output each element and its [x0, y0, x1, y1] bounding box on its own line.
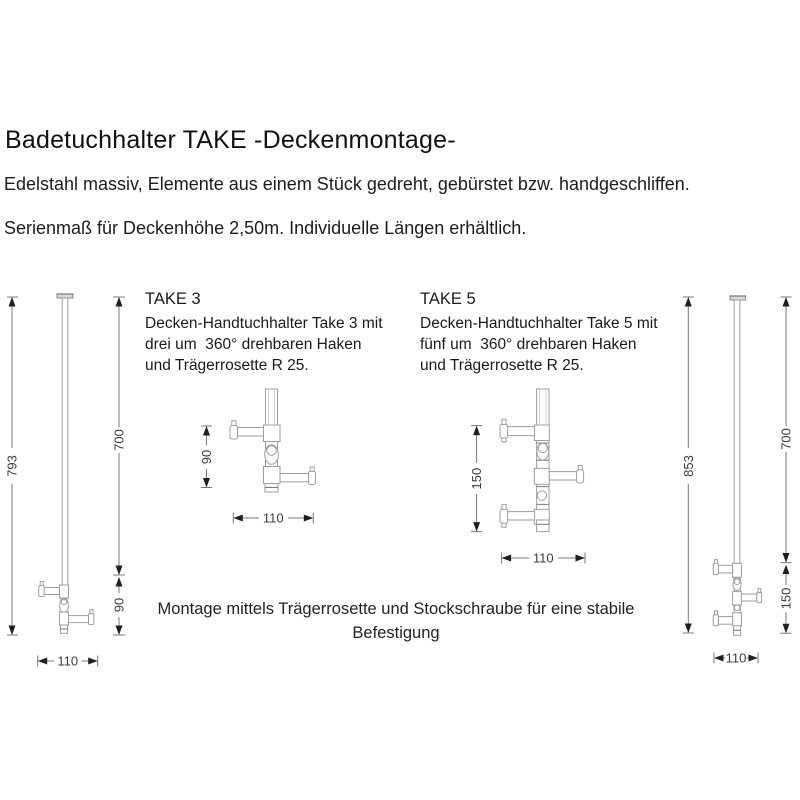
dim-take5-detail-width [502, 551, 585, 566]
take3-full-product-outline [39, 294, 94, 633]
take5-desc-line: Decken-Handtuchhalter Take 5 mit [420, 315, 658, 332]
dim-label-width: 110 [532, 550, 554, 566]
take5-detail-product-outline [500, 389, 584, 532]
take3-name: TAKE 3 [145, 290, 201, 308]
mounting-note-line: Befestigung [352, 624, 440, 642]
take5-desc-line: fünf um 360° drehbaren Haken [420, 336, 637, 353]
mounting-note [140, 597, 652, 645]
dim-label-hooks: 90 [199, 449, 214, 465]
dim-take3-rod [112, 297, 127, 575]
dim-label-hooks: 150 [469, 467, 485, 490]
dim-label-hooks: 90 [111, 597, 127, 613]
dim-label-overall: 853 [680, 455, 696, 477]
dim-take5-hooks [779, 565, 794, 634]
subtitle-material: Edelstahl massiv, Elemente aus einem Stück gedreht, gebürstet bzw. handgeschliffen. [4, 174, 690, 194]
take3-full-drawing [5, 288, 135, 673]
dim-take3-detail-hooks [199, 426, 214, 488]
take3-desc-line: und Trägerrosette R 25. [145, 357, 309, 374]
take3-description-block [145, 289, 415, 376]
dim-label-rod: 700 [111, 429, 127, 451]
dim-take3-detail-width [233, 511, 313, 526]
dim-take5-detail-hooks [469, 426, 484, 532]
take5-desc-line: und Trägerrosette R 25. [420, 357, 584, 374]
dim-take3-overall [5, 297, 20, 635]
dim-label-width: 110 [725, 650, 747, 666]
dim-label-width: 110 [57, 653, 79, 669]
mounting-note-line: Montage mittels Trägerrosette und Stockschraube für eine stabile [157, 600, 635, 618]
page-title: Badetuchhalter TAKE -Deckenmontage- [5, 126, 456, 154]
take5-description-block [420, 289, 690, 376]
dim-take5-width [714, 651, 758, 666]
dim-label-rod: 700 [778, 428, 794, 450]
dim-take3-width [38, 654, 98, 669]
dim-label-overall: 793 [5, 455, 20, 477]
dim-label-hooks: 150 [778, 587, 794, 610]
subtitle-series: Serienmaß für Deckenhöhe 2,50m. Individuelle Längen erhältlich. [4, 218, 527, 238]
dim-take5-rod [779, 297, 794, 563]
take5-full-drawing [665, 288, 795, 673]
dim-take5-overall [681, 297, 696, 633]
take3-desc-line: Decken-Handtuchhalter Take 3 mit [145, 315, 383, 332]
take3-detail-product-outline [230, 389, 316, 492]
dim-label-width: 110 [262, 510, 284, 526]
take5-detail-drawing [465, 383, 600, 568]
take5-name: TAKE 5 [420, 290, 476, 308]
take3-desc-line: drei um 360° drehbaren Haken [145, 336, 362, 353]
dim-take3-hooks [112, 577, 127, 635]
take3-detail-drawing [195, 383, 325, 533]
take5-full-product-outline [713, 296, 761, 635]
